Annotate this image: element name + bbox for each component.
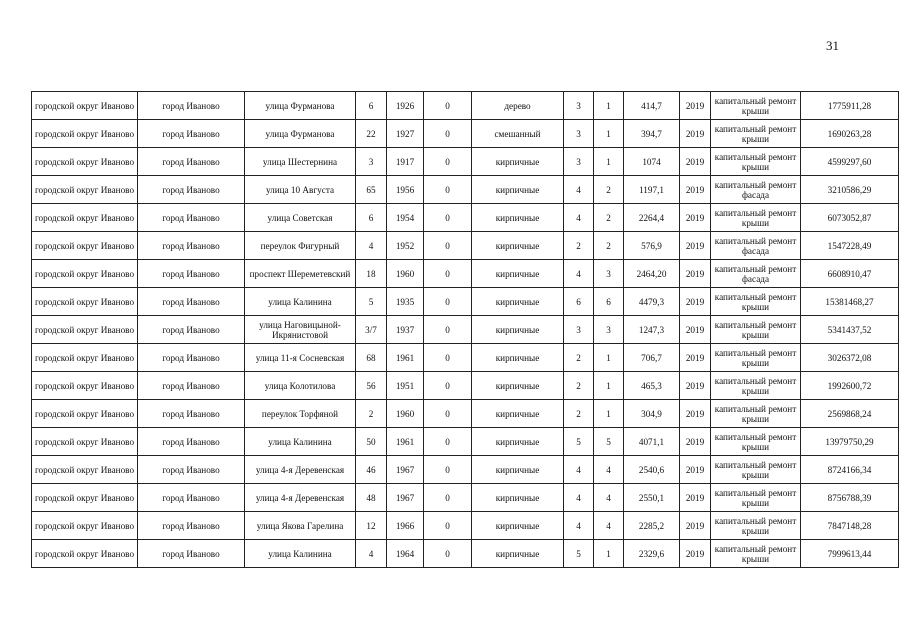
table-body (32, 92, 899, 568)
build-year-cell: 1967 (387, 484, 424, 512)
house-number-cell: 3/7 (356, 316, 387, 344)
area-cell: 2540,6 (624, 456, 680, 484)
floors-cell: 4 (564, 484, 594, 512)
street-cell: улица Якова Гарелина (245, 512, 356, 540)
build-year-cell: 1954 (387, 204, 424, 232)
wall-material-cell: кирпичные (472, 232, 564, 260)
page-number: 31 (826, 38, 839, 53)
area-cell: 1197,1 (624, 176, 680, 204)
floors-cell: 5 (564, 428, 594, 456)
house-number-cell: 68 (356, 344, 387, 372)
cost-cell: 2569868,24 (801, 400, 899, 428)
wall-material-cell: кирпичные (472, 456, 564, 484)
work-type-cell: капитальный ремонт крыши (711, 120, 801, 148)
entrances-cell: 2 (594, 176, 624, 204)
build-year-cell: 1937 (387, 316, 424, 344)
street-cell: улица 4-я Деревенская (245, 456, 356, 484)
work-year-cell: 2019 (680, 204, 711, 232)
house-number-cell: 46 (356, 456, 387, 484)
municipality-cell: городской округ Иваново (32, 540, 138, 568)
municipality-cell: городской округ Иваново (32, 92, 138, 120)
street-cell: переулок Торфяной (245, 400, 356, 428)
house-number-cell: 4 (356, 540, 387, 568)
entrances-cell: 4 (594, 484, 624, 512)
table-row (32, 120, 899, 148)
entrances-cell: 1 (594, 92, 624, 120)
settlement-cell: город Иваново (138, 232, 245, 260)
street-cell: улица Фурманова (245, 92, 356, 120)
area-cell: 706,7 (624, 344, 680, 372)
reconstruction-year-cell: 0 (424, 540, 472, 568)
floors-cell: 2 (564, 372, 594, 400)
build-year-cell: 1951 (387, 372, 424, 400)
work-type-cell: капитальный ремонт фасада (711, 260, 801, 288)
settlement-cell: город Иваново (138, 456, 245, 484)
wall-material-cell: кирпичные (472, 204, 564, 232)
municipality-cell: городской округ Иваново (32, 400, 138, 428)
settlement-cell: город Иваново (138, 316, 245, 344)
street-cell: улица Калинина (245, 428, 356, 456)
floors-cell: 3 (564, 316, 594, 344)
wall-material-cell: кирпичные (472, 540, 564, 568)
table-row (32, 92, 899, 120)
street-cell: улица Калинина (245, 540, 356, 568)
floors-cell: 3 (564, 120, 594, 148)
table-row (32, 372, 899, 400)
street-cell: улица Наговицыной-Икрянистовой (245, 316, 356, 344)
street-cell: улица 10 Августа (245, 176, 356, 204)
work-year-cell: 2019 (680, 344, 711, 372)
cost-cell: 15381468,27 (801, 288, 899, 316)
cost-cell: 3210586,29 (801, 176, 899, 204)
build-year-cell: 1935 (387, 288, 424, 316)
street-cell: проспект Шереметевский (245, 260, 356, 288)
work-year-cell: 2019 (680, 456, 711, 484)
reconstruction-year-cell: 0 (424, 204, 472, 232)
work-type-cell: капитальный ремонт крыши (711, 204, 801, 232)
work-type-cell: капитальный ремонт крыши (711, 484, 801, 512)
build-year-cell: 1961 (387, 428, 424, 456)
table-row (32, 428, 899, 456)
street-cell: улица Калинина (245, 288, 356, 316)
house-number-cell: 2 (356, 400, 387, 428)
cost-cell: 3026372,08 (801, 344, 899, 372)
build-year-cell: 1960 (387, 400, 424, 428)
cost-cell: 8756788,39 (801, 484, 899, 512)
floors-cell: 3 (564, 92, 594, 120)
reconstruction-year-cell: 0 (424, 232, 472, 260)
work-year-cell: 2019 (680, 176, 711, 204)
entrances-cell: 4 (594, 456, 624, 484)
municipality-cell: городской округ Иваново (32, 456, 138, 484)
area-cell: 304,9 (624, 400, 680, 428)
house-number-cell: 6 (356, 92, 387, 120)
work-year-cell: 2019 (680, 260, 711, 288)
floors-cell: 4 (564, 204, 594, 232)
floors-cell: 5 (564, 540, 594, 568)
work-type-cell: капитальный ремонт фасада (711, 232, 801, 260)
municipality-cell: городской округ Иваново (32, 372, 138, 400)
municipality-cell: городской округ Иваново (32, 120, 138, 148)
house-number-cell: 12 (356, 512, 387, 540)
reconstruction-year-cell: 0 (424, 344, 472, 372)
housing-registry-table (31, 91, 899, 568)
settlement-cell: город Иваново (138, 540, 245, 568)
work-year-cell: 2019 (680, 484, 711, 512)
work-year-cell: 2019 (680, 372, 711, 400)
municipality-cell: городской округ Иваново (32, 344, 138, 372)
wall-material-cell: кирпичные (472, 176, 564, 204)
street-cell: улица Колотилова (245, 372, 356, 400)
reconstruction-year-cell: 0 (424, 148, 472, 176)
street-cell: улица Советская (245, 204, 356, 232)
municipality-cell: городской округ Иваново (32, 232, 138, 260)
floors-cell: 2 (564, 232, 594, 260)
work-type-cell: капитальный ремонт крыши (711, 428, 801, 456)
work-type-cell: капитальный ремонт крыши (711, 344, 801, 372)
house-number-cell: 4 (356, 232, 387, 260)
table-row (32, 288, 899, 316)
area-cell: 394,7 (624, 120, 680, 148)
work-year-cell: 2019 (680, 148, 711, 176)
reconstruction-year-cell: 0 (424, 288, 472, 316)
reconstruction-year-cell: 0 (424, 92, 472, 120)
street-cell: переулок Фигурный (245, 232, 356, 260)
floors-cell: 6 (564, 288, 594, 316)
wall-material-cell: кирпичные (472, 400, 564, 428)
work-year-cell: 2019 (680, 120, 711, 148)
wall-material-cell: кирпичные (472, 484, 564, 512)
table-row (32, 540, 899, 568)
wall-material-cell: кирпичные (472, 428, 564, 456)
work-type-cell: капитальный ремонт крыши (711, 512, 801, 540)
table-row (32, 232, 899, 260)
entrances-cell: 1 (594, 372, 624, 400)
build-year-cell: 1960 (387, 260, 424, 288)
cost-cell: 1547228,49 (801, 232, 899, 260)
cost-cell: 8724166,34 (801, 456, 899, 484)
reconstruction-year-cell: 0 (424, 372, 472, 400)
settlement-cell: город Иваново (138, 428, 245, 456)
cost-cell: 4599297,60 (801, 148, 899, 176)
wall-material-cell: кирпичные (472, 260, 564, 288)
area-cell: 1247,3 (624, 316, 680, 344)
table-row (32, 148, 899, 176)
house-number-cell: 18 (356, 260, 387, 288)
cost-cell: 7999613,44 (801, 540, 899, 568)
municipality-cell: городской округ Иваново (32, 484, 138, 512)
area-cell: 2264,4 (624, 204, 680, 232)
wall-material-cell: кирпичные (472, 316, 564, 344)
municipality-cell: городской округ Иваново (32, 148, 138, 176)
house-number-cell: 3 (356, 148, 387, 176)
reconstruction-year-cell: 0 (424, 456, 472, 484)
floors-cell: 3 (564, 148, 594, 176)
reconstruction-year-cell: 0 (424, 120, 472, 148)
municipality-cell: городской округ Иваново (32, 176, 138, 204)
work-type-cell: капитальный ремонт крыши (711, 148, 801, 176)
reconstruction-year-cell: 0 (424, 400, 472, 428)
municipality-cell: городской округ Иваново (32, 260, 138, 288)
settlement-cell: город Иваново (138, 344, 245, 372)
settlement-cell: город Иваново (138, 204, 245, 232)
build-year-cell: 1967 (387, 456, 424, 484)
build-year-cell: 1964 (387, 540, 424, 568)
table-row (32, 456, 899, 484)
work-type-cell: капитальный ремонт крыши (711, 540, 801, 568)
entrances-cell: 3 (594, 260, 624, 288)
wall-material-cell: кирпичные (472, 372, 564, 400)
street-cell: улица 4-я Деревенская (245, 484, 356, 512)
street-cell: улица Фурманова (245, 120, 356, 148)
settlement-cell: город Иваново (138, 120, 245, 148)
floors-cell: 4 (564, 456, 594, 484)
floors-cell: 4 (564, 260, 594, 288)
build-year-cell: 1956 (387, 176, 424, 204)
build-year-cell: 1961 (387, 344, 424, 372)
work-type-cell: капитальный ремонт крыши (711, 372, 801, 400)
table-row (32, 400, 899, 428)
build-year-cell: 1917 (387, 148, 424, 176)
settlement-cell: город Иваново (138, 512, 245, 540)
work-year-cell: 2019 (680, 400, 711, 428)
build-year-cell: 1927 (387, 120, 424, 148)
cost-cell: 7847148,28 (801, 512, 899, 540)
area-cell: 576,9 (624, 232, 680, 260)
reconstruction-year-cell: 0 (424, 428, 472, 456)
area-cell: 2464,20 (624, 260, 680, 288)
area-cell: 2329,6 (624, 540, 680, 568)
cost-cell: 6608910,47 (801, 260, 899, 288)
table-row (32, 484, 899, 512)
street-cell: улица 11-я Сосневская (245, 344, 356, 372)
table-row (32, 176, 899, 204)
wall-material-cell: кирпичные (472, 344, 564, 372)
house-number-cell: 50 (356, 428, 387, 456)
settlement-cell: город Иваново (138, 176, 245, 204)
reconstruction-year-cell: 0 (424, 316, 472, 344)
settlement-cell: город Иваново (138, 288, 245, 316)
settlement-cell: город Иваново (138, 484, 245, 512)
entrances-cell: 1 (594, 148, 624, 176)
wall-material-cell: кирпичные (472, 512, 564, 540)
cost-cell: 1775911,28 (801, 92, 899, 120)
entrances-cell: 2 (594, 204, 624, 232)
work-year-cell: 2019 (680, 316, 711, 344)
entrances-cell: 4 (594, 512, 624, 540)
house-number-cell: 48 (356, 484, 387, 512)
work-type-cell: капитальный ремонт фасада (711, 176, 801, 204)
cost-cell: 5341437,52 (801, 316, 899, 344)
floors-cell: 2 (564, 400, 594, 428)
work-year-cell: 2019 (680, 288, 711, 316)
settlement-cell: город Иваново (138, 92, 245, 120)
work-year-cell: 2019 (680, 428, 711, 456)
entrances-cell: 6 (594, 288, 624, 316)
cost-cell: 1690263,28 (801, 120, 899, 148)
area-cell: 4071,1 (624, 428, 680, 456)
house-number-cell: 65 (356, 176, 387, 204)
municipality-cell: городской округ Иваново (32, 204, 138, 232)
table-row (32, 204, 899, 232)
entrances-cell: 1 (594, 344, 624, 372)
reconstruction-year-cell: 0 (424, 260, 472, 288)
municipality-cell: городской округ Иваново (32, 288, 138, 316)
house-number-cell: 5 (356, 288, 387, 316)
floors-cell: 4 (564, 176, 594, 204)
cost-cell: 1992600,72 (801, 372, 899, 400)
build-year-cell: 1966 (387, 512, 424, 540)
entrances-cell: 1 (594, 400, 624, 428)
entrances-cell: 1 (594, 120, 624, 148)
settlement-cell: город Иваново (138, 372, 245, 400)
reconstruction-year-cell: 0 (424, 484, 472, 512)
wall-material-cell: кирпичные (472, 148, 564, 176)
work-year-cell: 2019 (680, 232, 711, 260)
reconstruction-year-cell: 0 (424, 512, 472, 540)
municipality-cell: городской округ Иваново (32, 316, 138, 344)
table-row (32, 344, 899, 372)
work-type-cell: капитальный ремонт крыши (711, 288, 801, 316)
entrances-cell: 2 (594, 232, 624, 260)
area-cell: 1074 (624, 148, 680, 176)
work-type-cell: капитальный ремонт крыши (711, 92, 801, 120)
table-row (32, 512, 899, 540)
cost-cell: 6073052,87 (801, 204, 899, 232)
area-cell: 4479,3 (624, 288, 680, 316)
area-cell: 2285,2 (624, 512, 680, 540)
entrances-cell: 3 (594, 316, 624, 344)
area-cell: 414,7 (624, 92, 680, 120)
work-year-cell: 2019 (680, 540, 711, 568)
wall-material-cell: кирпичные (472, 288, 564, 316)
work-type-cell: капитальный ремонт крыши (711, 400, 801, 428)
municipality-cell: городской округ Иваново (32, 428, 138, 456)
house-number-cell: 22 (356, 120, 387, 148)
entrances-cell: 5 (594, 428, 624, 456)
cost-cell: 13979750,29 (801, 428, 899, 456)
settlement-cell: город Иваново (138, 148, 245, 176)
wall-material-cell: смешанный (472, 120, 564, 148)
area-cell: 2550,1 (624, 484, 680, 512)
build-year-cell: 1952 (387, 232, 424, 260)
work-year-cell: 2019 (680, 512, 711, 540)
work-type-cell: капитальный ремонт крыши (711, 316, 801, 344)
floors-cell: 4 (564, 512, 594, 540)
wall-material-cell: дерево (472, 92, 564, 120)
street-cell: улица Шестернина (245, 148, 356, 176)
house-number-cell: 56 (356, 372, 387, 400)
floors-cell: 2 (564, 344, 594, 372)
work-year-cell: 2019 (680, 92, 711, 120)
entrances-cell: 1 (594, 540, 624, 568)
table-row (32, 260, 899, 288)
area-cell: 465,3 (624, 372, 680, 400)
work-type-cell: капитальный ремонт крыши (711, 456, 801, 484)
house-number-cell: 6 (356, 204, 387, 232)
settlement-cell: город Иваново (138, 260, 245, 288)
table-row (32, 316, 899, 344)
settlement-cell: город Иваново (138, 400, 245, 428)
build-year-cell: 1926 (387, 92, 424, 120)
municipality-cell: городской округ Иваново (32, 512, 138, 540)
reconstruction-year-cell: 0 (424, 176, 472, 204)
